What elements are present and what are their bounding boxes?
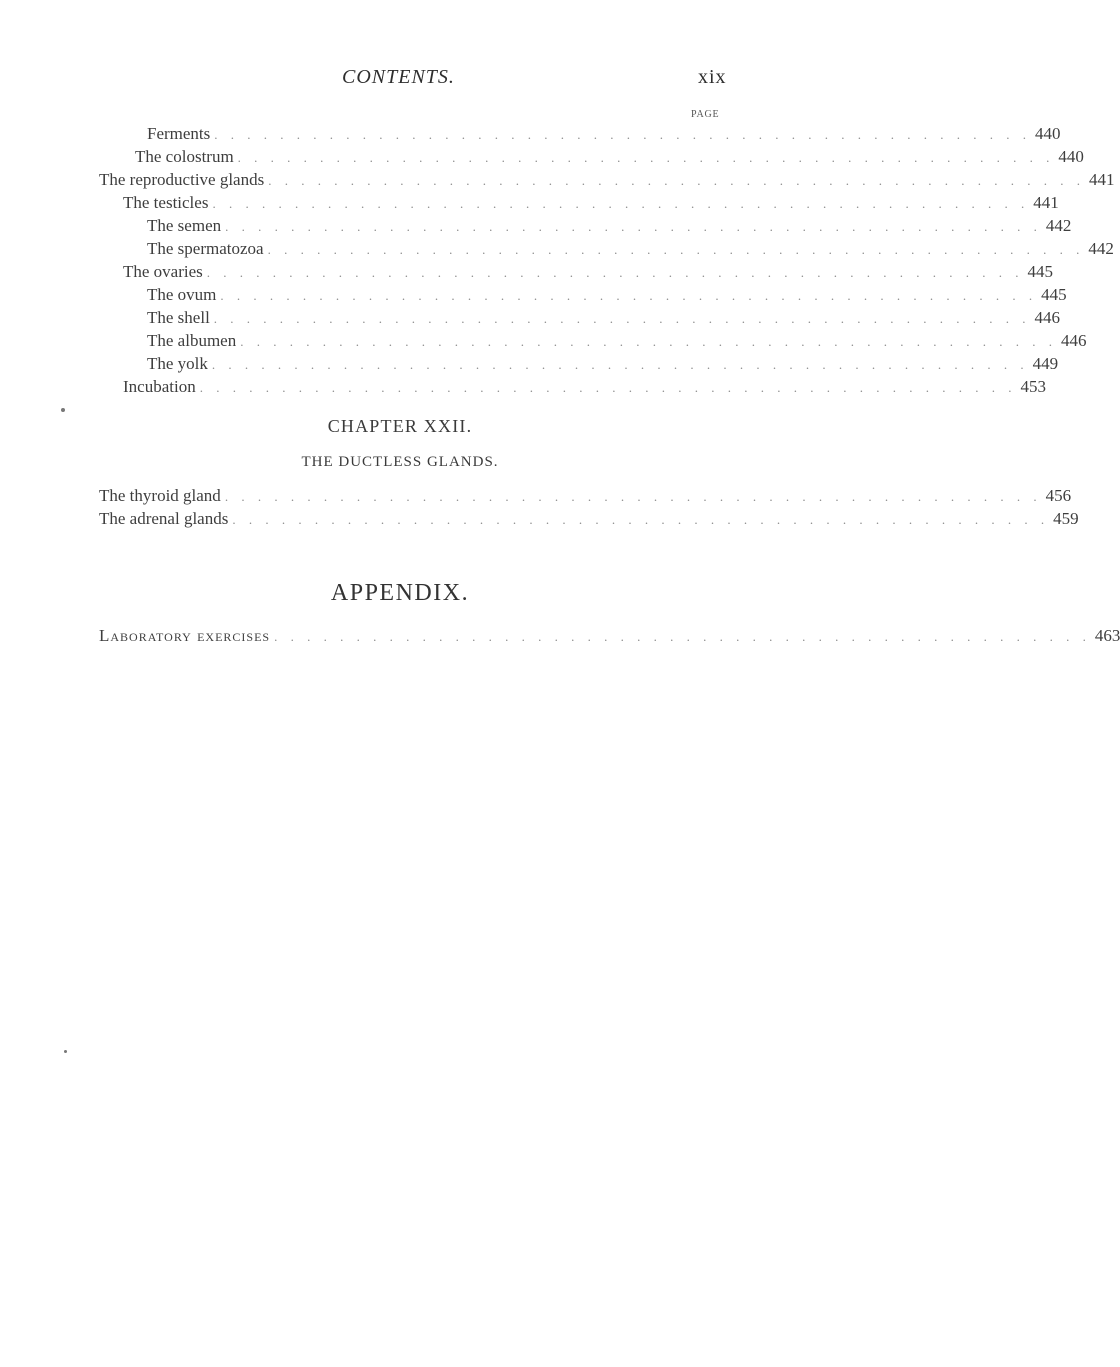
toc-entry-page: 440 (1035, 124, 1061, 143)
toc-entry-page: 446 (1060, 331, 1087, 350)
toc-entry-label: The yolk (147, 354, 208, 373)
dot-leader: . . . . . . . . . . . . . . . . . . . . . . . . . . . . . . . . . . . . . . . . . . . . . . . . . . (237, 150, 1055, 165)
toc-entry-page: 442 (1045, 216, 1072, 235)
toc-entry-label: Laboratory exercises (99, 626, 271, 645)
print-speck (61, 408, 65, 412)
toc-entry (147, 308, 1061, 330)
toc-entry (123, 193, 1059, 215)
dot-leader: . . . . . . . . . . . . . . . . . . . . . . . . . . . . . . . . . . . . . . . . . . . . . . . . . . (220, 288, 1038, 303)
toc-entry-page: 442 (1088, 239, 1114, 258)
running-title: CONTENTS. (342, 66, 455, 88)
toc-entry (99, 486, 1072, 508)
toc-entry (147, 239, 1114, 261)
dot-leader: . . . . . . . . . . . . . . . . . . . . . . . . . . . . . . . . . . . . . . . . . . . . . . . . . . (213, 311, 1031, 326)
toc-entry (99, 170, 1115, 192)
toc-entry-label: The semen (147, 216, 222, 235)
toc-entry-page: 453 (1020, 377, 1046, 396)
page-column-label: PAGE (691, 109, 720, 120)
toc-entry-page: 446 (1034, 308, 1061, 327)
toc-entry-page: 440 (1058, 147, 1084, 166)
print-speck (64, 1050, 67, 1053)
toc-entry-label: The albumen (147, 331, 237, 350)
appendix-heading: APPENDIX. (330, 580, 470, 606)
toc-entry-label: Ferments (147, 124, 211, 143)
dot-leader: . . . . . . . . . . . . . . . . . . . . . . . . . . . . . . . . . . . . . . . . . . . . . . . . . . (224, 489, 1042, 504)
toc-entry (99, 509, 1079, 531)
folio-page-number: xix (698, 66, 727, 88)
toc-entry-label: The thyroid gland (99, 486, 221, 505)
toc-entry-label: Incubation (123, 377, 196, 396)
toc-entry-page: 463 (1094, 626, 1120, 645)
dot-leader: . . . . . . . . . . . . . . . . . . . . . . . . . . . . . . . . . . . . . . . . . . . . . . . . . . (274, 629, 1091, 644)
toc-entry (135, 147, 1084, 169)
toc-entry (147, 354, 1059, 376)
toc-entry-page: 445 (1027, 262, 1054, 281)
chapter-heading: CHAPTER XXII. (327, 416, 473, 436)
toc-entry-page: 459 (1053, 509, 1079, 528)
toc-entry (147, 285, 1067, 307)
dot-leader: . . . . . . . . . . . . . . . . . . . . . . . . . . . . . . . . . . . . . . . . . . . . . . . . . . (225, 219, 1042, 234)
dot-leader: . . . . . . . . . . . . . . . . . . . . . . . . . . . . . . . . . . . . . . . . . . . . . . . . . . (267, 242, 1085, 257)
toc-entry-label: The testicles (123, 193, 209, 212)
dot-leader: . . . . . . . . . . . . . . . . . . . . . . . . . . . . . . . . . . . . . . . . . . . . . . . . . . (214, 127, 1032, 142)
dot-leader: . . . . . . . . . . . . . . . . . . . . . . . . . . . . . . . . . . . . . . . . . . . . . . . . . . (212, 196, 1030, 211)
toc-entry (147, 331, 1087, 353)
dot-leader: . . . . . . . . . . . . . . . . . . . . . . . . . . . . . . . . . . . . . . . . . . . . . . . . . . (199, 380, 1017, 395)
toc-entry-label: The spermatozoa (147, 239, 264, 258)
dot-leader: . . . . . . . . . . . . . . . . . . . . . . . . . . . . . . . . . . . . . . . . . . . . . . . . . . (268, 173, 1085, 188)
toc-entry (123, 262, 1054, 284)
toc-entry-label: The colostrum (135, 147, 234, 166)
dot-leader: . . . . . . . . . . . . . . . . . . . . . . . . . . . . . . . . . . . . . . . . . . . . . . . . . . (206, 265, 1024, 280)
toc-entry-label: The reproductive glands (99, 170, 265, 189)
toc-entry-page: 445 (1041, 285, 1067, 304)
dot-leader: . . . . . . . . . . . . . . . . . . . . . . . . . . . . . . . . . . . . . . . . . . . . . . . . . . (211, 357, 1029, 372)
toc-entry (99, 626, 1120, 648)
toc-entry-label: The shell (147, 308, 210, 327)
chapter-subheading: THE DUCTLESS GLANDS. (301, 454, 499, 470)
dot-leader: . . . . . . . . . . . . . . . . . . . . . . . . . . . . . . . . . . . . . . . . . . . . . . . . . . (240, 334, 1057, 349)
toc-entry-page: 441 (1033, 193, 1059, 212)
toc-entry-label: The adrenal glands (99, 509, 229, 528)
dot-leader: . . . . . . . . . . . . . . . . . . . . . . . . . . . . . . . . . . . . . . . . . . . . . . . . . . (232, 512, 1050, 527)
toc-entry-page: 449 (1032, 354, 1059, 373)
toc-entry-label: The ovum (147, 285, 217, 304)
toc-entry-label: The ovaries (123, 262, 203, 281)
toc-entry-page: 441 (1088, 170, 1115, 189)
toc-entry (147, 216, 1072, 238)
toc-entry (147, 124, 1061, 146)
toc-entry-page: 456 (1045, 486, 1072, 505)
toc-entry (123, 377, 1046, 399)
running-head (0, 66, 800, 90)
